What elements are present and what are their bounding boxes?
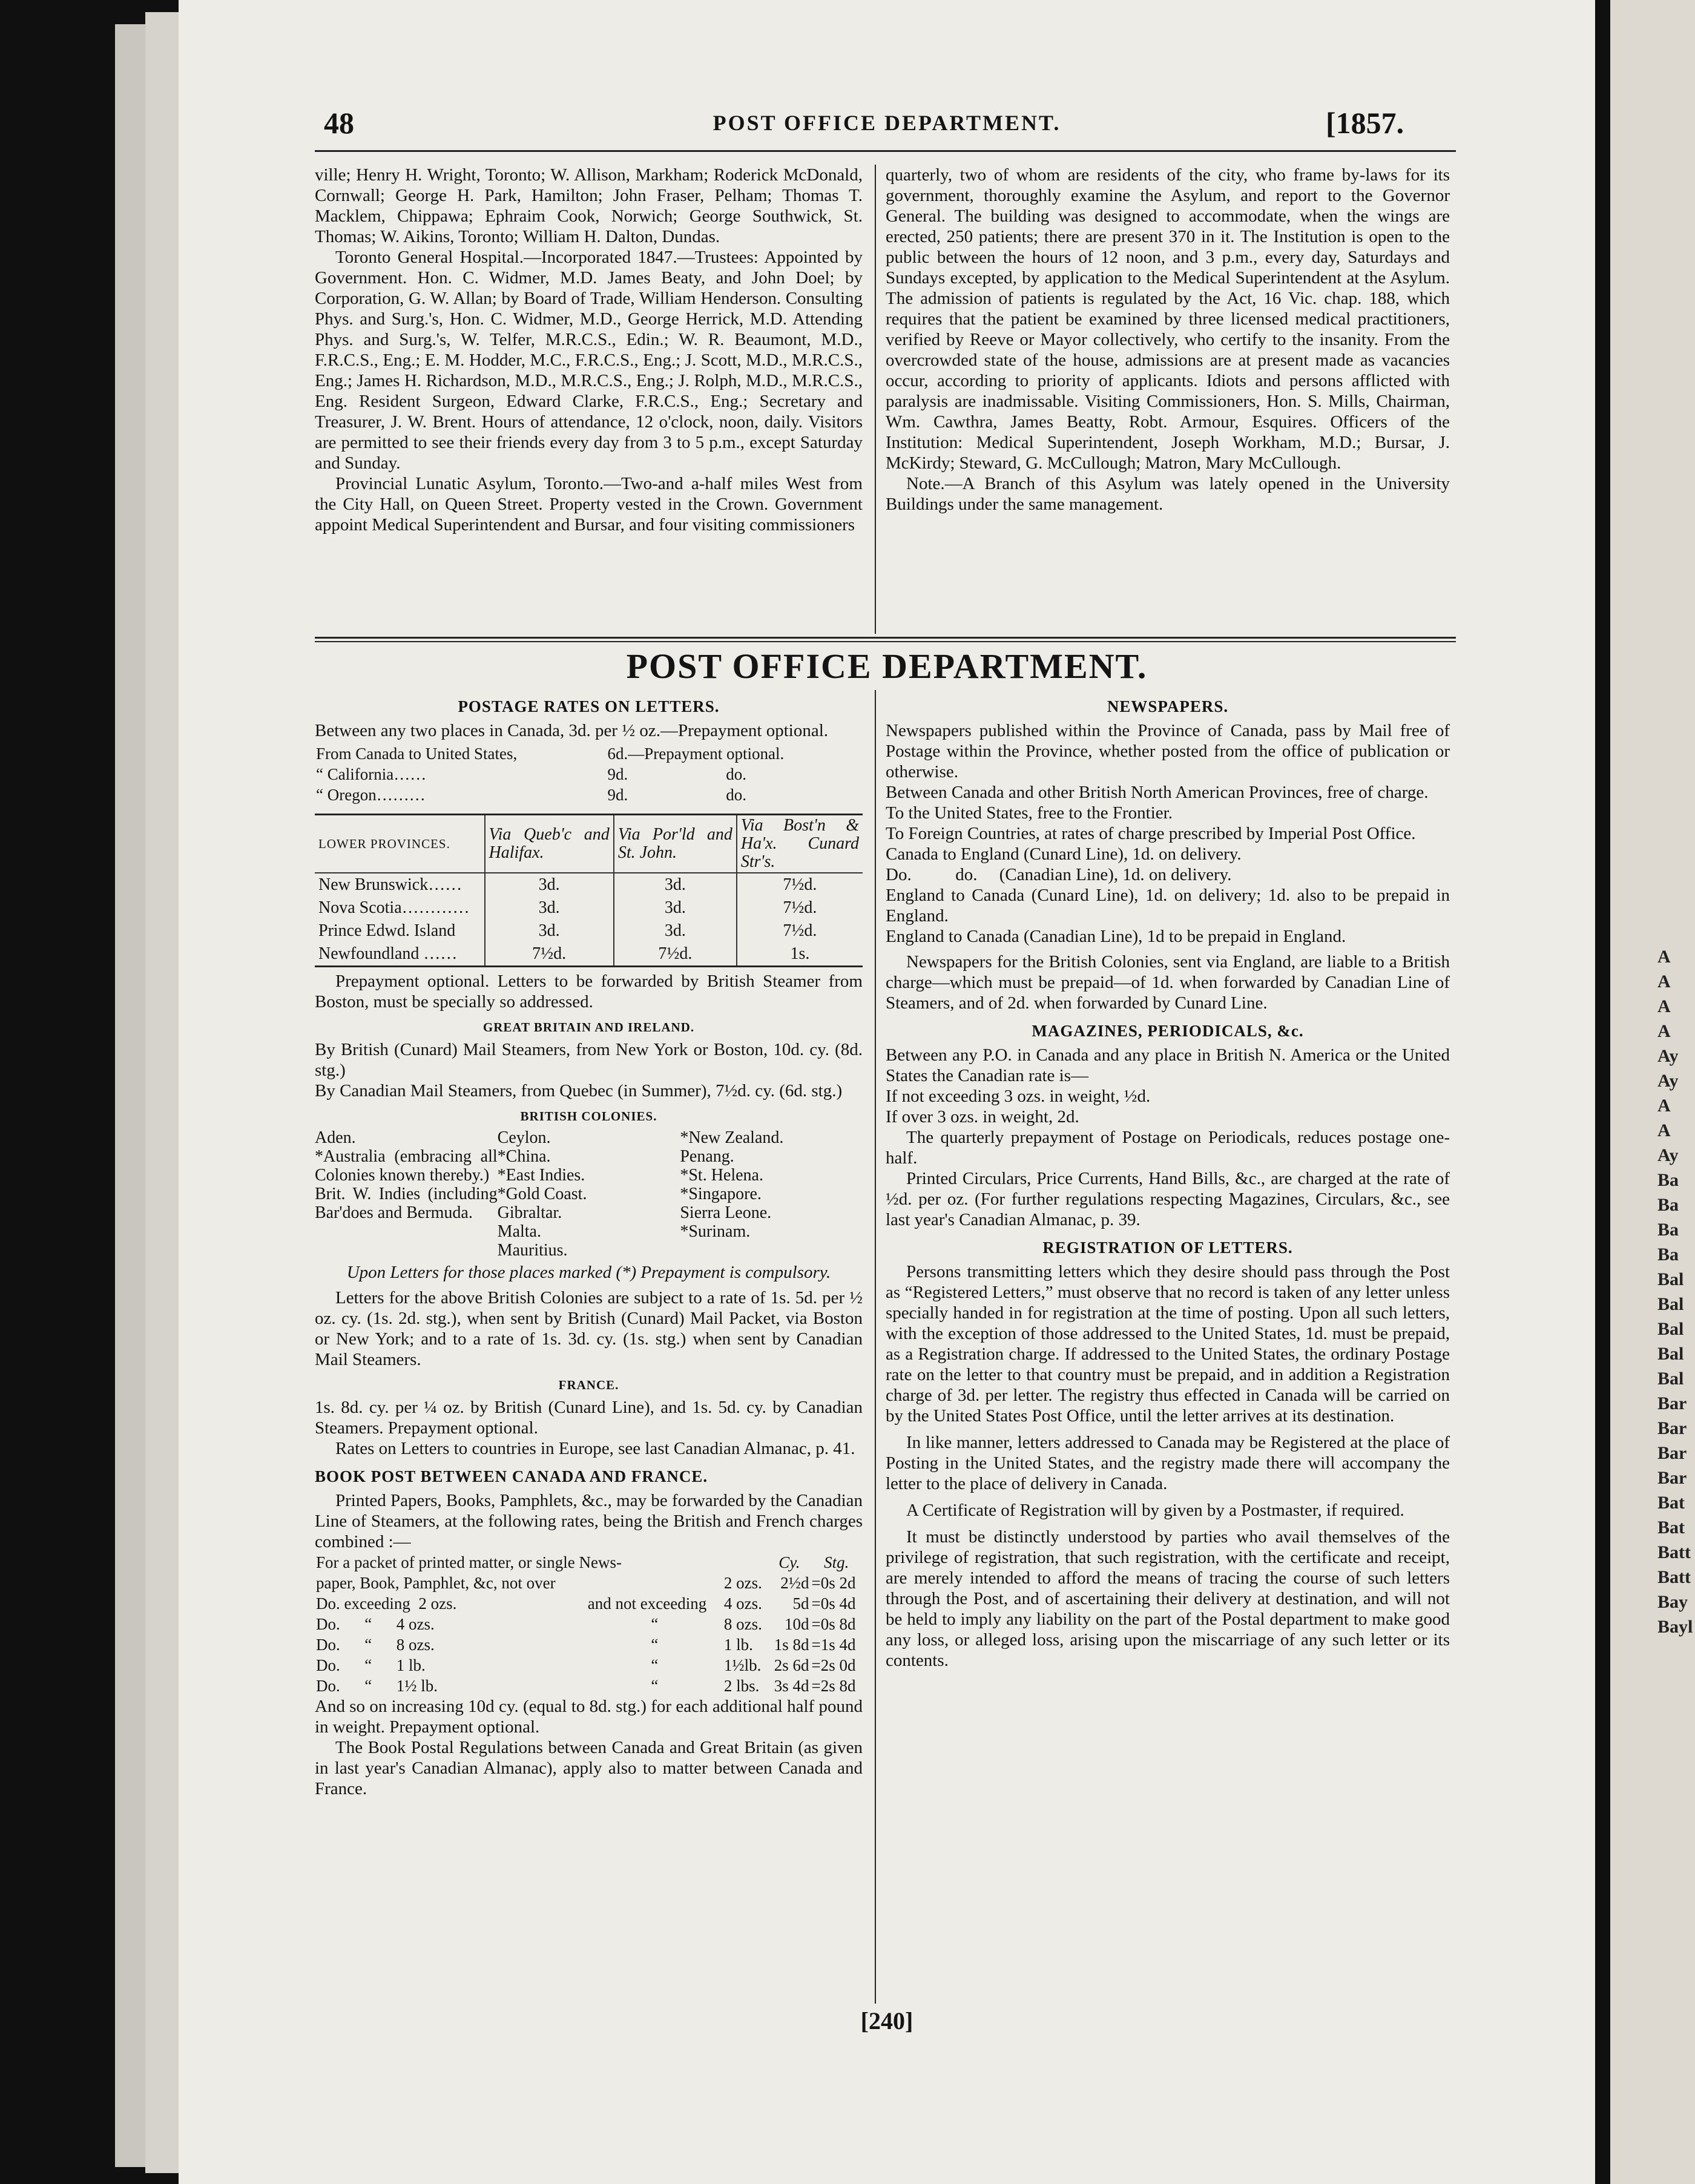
weight-cond: “ xyxy=(651,1656,659,1674)
rate-cy: 10d xyxy=(785,1615,809,1633)
book-post-increase: And so on increasing 10d cy. (equal to 8d. stg.) for each additional half pound in weight. Prepayment optional. xyxy=(315,1697,863,1737)
list-item: Mauritius. xyxy=(497,1241,568,1260)
rate-cell: 7½d. xyxy=(614,942,737,967)
asylum-continuation: quarterly, two of whom are residents of the city, who frame by-laws for its government, thoroughly examine the Asylum, and report to the Governor General. The building was designed to accommodate, when the wings are erected, 250 patients; there are present 370 in it. The Institution is open to the public between the hours of 12 noon, and 3 p.m., every day, Saturdays and Sundays excepted, by application to the Medical Superintendent at the Asylum. The admission of patients is regulated by the Act, 16 Vic. chap. 188, which requires that the patient be examined by three licensed medical practitioners, verified by Reeve or Mayor collectively, who certify to the insanity. From the overcrowded state of the house, admissions are at present made as vacancies occur, according to priority of applicants. Idiots and persons afflicted with paralysis are inadmissable. Visiting Commissioners, Hon. S. Mills, Chairman, Wm. Cawthra, James Beatty, Robt. Armour, Esquires. Officers of the Institution: Medical Superintendent, Joseph Workham, M.D.; Bursar, J. McKirdy; Steward, G. McCullough; Matron, Mary McCullough. xyxy=(886,165,1450,473)
rate-cy: 2½d xyxy=(780,1574,809,1592)
text-fragment: A xyxy=(1657,1120,1671,1140)
newspapers-heading: NEWSPAPERS. xyxy=(1107,697,1229,715)
rate-value: 9d. do. xyxy=(607,765,746,783)
facing-page-margin xyxy=(1610,0,1695,2184)
registration-para: Persons transmitting letters which they desire should pass through the Post as “Registered Letters,” must observe that no record is taken of any letter unless specially handed in for registration at the time of posting. Upon all such letters, with the exception of those addressed to the United States, 1d. must be prepaid, as a Registration charge. If addressed to the United States, the ordinary Postage rate on the letter to that country must be prepaid, and in addition a Registration charge of 3d. per letter. The registry thus effected in Canada will be carried on by the United States Post Office, until the letter arrives at its destination. xyxy=(886,1262,1450,1426)
rate-stg: =1s 4d xyxy=(811,1636,856,1654)
news-item: England to Canada (Canadian Line), 1d to be prepaid in England. xyxy=(886,927,1346,946)
text-fragment: Bal xyxy=(1657,1269,1684,1289)
list-item: Sierra Leone. xyxy=(680,1203,772,1222)
footer-page-number: [240] xyxy=(860,2007,913,2034)
text-fragment: Bar xyxy=(1657,1443,1687,1463)
column-header: Via Por'ld and St. John. xyxy=(614,815,737,873)
list-item: *China. xyxy=(497,1147,551,1166)
document-page xyxy=(179,0,1595,2184)
text-fragment: Bal xyxy=(1657,1369,1684,1389)
page-edge xyxy=(145,12,179,2173)
province: Nova Scotia………… xyxy=(318,898,470,917)
text-fragment: Batt xyxy=(1657,1567,1691,1587)
text-fragment: Bar xyxy=(1657,1393,1687,1413)
rate-dest: From Canada to United States, xyxy=(316,745,518,763)
top-right-column xyxy=(886,165,1450,515)
top-left-column xyxy=(315,165,863,535)
asylum-note: Note.—A Branch of this Asylum was lately opened in the University Buildings under the same management. xyxy=(886,474,1450,514)
asylum-entry: Provincial Lunatic Asylum, Toronto.—Two-and a-half miles West from the City Hall, on Queen Street. Property vested in the Crown. Government appoint Medical Superintendent and Bursar, and four visiting commissioners xyxy=(315,474,863,534)
list-item: Brit. W. Indies (including Bar'does and Bermuda. xyxy=(315,1185,498,1222)
column-header: Via Bost'n & Ha'x. Cunard Str's. xyxy=(737,815,863,873)
province: Prince Edwd. Island xyxy=(318,921,456,940)
rate-cell: 7½d. xyxy=(737,919,863,942)
page-year: [1857. xyxy=(1326,106,1404,140)
mag-item: Between any P.O. in Canada and any place in British N. America or the United States the Canadian rate is— xyxy=(886,1045,1450,1085)
rate-cell: 3d. xyxy=(614,896,737,919)
france-rate: 1s. 8d. cy. per ¼ oz. by British (Cunard Line), and 1s. 5d. cy. by Canadian Steamers. Prepayment optional. xyxy=(315,1398,863,1438)
rate-value: 6d.—Prepayment optional. xyxy=(607,745,785,763)
weight-desc: Do. “ 1½ lb. xyxy=(316,1677,438,1695)
great-britain-heading: GREAT BRITAIN AND IRELAND. xyxy=(482,1020,695,1034)
weight-cond xyxy=(587,1573,723,1593)
news-item: Canada to England (Cunard Line), 1d. on delivery. xyxy=(886,844,1242,864)
weight-desc: paper, Book, Pamphlet, &c, not over xyxy=(316,1574,556,1592)
canada-rate: Between any two places in Canada, 3d. per ½ oz.—Prepayment optional. xyxy=(315,721,829,740)
weight: 1 lb. xyxy=(723,1636,753,1654)
text-fragment: Bar xyxy=(1657,1418,1687,1438)
weight: 2 lbs. xyxy=(723,1677,760,1695)
rate-cell: 3d. xyxy=(485,919,614,942)
text-fragment: Bayl xyxy=(1657,1617,1693,1637)
rate-cy: 3s 4d xyxy=(774,1677,809,1695)
list-item: *Gold Coast. xyxy=(497,1185,587,1203)
list-item: *East Indies. xyxy=(497,1166,585,1185)
british-colonies-heading: BRITISH COLONIES. xyxy=(520,1109,657,1123)
table-row xyxy=(315,1614,863,1634)
book-post-heading: BOOK POST BETWEEN CANADA AND FRANCE. xyxy=(315,1467,708,1485)
postage-rates-heading: POSTAGE RATES ON LETTERS. xyxy=(458,697,720,715)
colonies-col-1 xyxy=(315,1128,498,1260)
book-post-regulations: The Book Postal Regulations between Canada and Great Britain (as given in last year's Canadian Almanac), apply also to matter between Canada and France. xyxy=(315,1738,863,1798)
table-row xyxy=(315,1593,863,1614)
news-item: Newspapers published within the Province of Canada, pass by Mail free of Postage within the Province, whether posted from the office of publication or otherwise. xyxy=(886,721,1450,781)
rate-stg: =0s 8d xyxy=(811,1615,856,1633)
rate-stg: =2s 8d xyxy=(811,1677,856,1695)
list-item: Malta. xyxy=(497,1222,541,1241)
table-row xyxy=(315,896,863,919)
text-fragment: A xyxy=(1657,972,1671,992)
weight: 8 ozs. xyxy=(723,1615,762,1633)
registration-heading: REGISTRATION OF LETTERS. xyxy=(1042,1238,1293,1257)
list-item: Aden. xyxy=(315,1128,356,1147)
rate-cell: 3d. xyxy=(614,873,737,896)
mag-item: If over 3 ozs. in weight, 2d. xyxy=(886,1107,1079,1127)
weight-cond: and not exceeding xyxy=(587,1594,707,1613)
spacer xyxy=(1610,0,1695,944)
text-fragment: Ba xyxy=(1657,1245,1679,1265)
mag-circulars: Printed Circulars, Price Currents, Hand Bills, &c., are charged at the rate of ½d. per oz. (For further regulations respecting Magazines, Circulars, &c., see last year's Canadian Almanac, p. 39. xyxy=(886,1169,1450,1229)
gb-cunard: By British (Cunard) Mail Steamers, from New York or Boston, 10d. cy. (8d. stg.) xyxy=(315,1040,863,1080)
text-fragment: A xyxy=(1657,1021,1671,1041)
text-fragment: Batt xyxy=(1657,1542,1691,1562)
province: Newfoundland …… xyxy=(318,944,458,963)
colonies-list xyxy=(315,1128,863,1260)
weight-cond: “ xyxy=(651,1636,659,1654)
table-row xyxy=(315,942,863,967)
table-row xyxy=(315,1655,863,1676)
text-fragment: Ba xyxy=(1657,1170,1679,1190)
text-fragment: Bat xyxy=(1657,1518,1685,1538)
main-title: POST OFFICE DEPARTMENT. xyxy=(626,646,1148,686)
mag-item: If not exceeding 3 ozs. in weight, ½d. xyxy=(886,1087,1151,1106)
registration-para: In like manner, letters addressed to Canada may be Registered at the place of Posting in the United States, and the registry made there will accompany the letter to the place of delivery in Canada. xyxy=(886,1433,1450,1493)
list-item: *Singapore. xyxy=(680,1185,762,1203)
rate-cell: 3d. xyxy=(485,873,614,896)
page-number: 48 xyxy=(324,106,354,140)
running-title: POST OFFICE DEPARTMENT. xyxy=(713,111,1061,135)
prepayment-note: Upon Letters for those places marked (*) Prepayment is compulsory. xyxy=(346,1263,831,1282)
rate-cell: 7½d. xyxy=(485,942,614,967)
text-fragment: Bay xyxy=(1657,1592,1688,1612)
rate-cell: 1s. xyxy=(737,942,863,967)
text-fragment: A xyxy=(1657,996,1671,1016)
rate-cell: 7½d. xyxy=(737,873,863,896)
weight-cond: “ xyxy=(651,1615,659,1633)
post-office-left-column xyxy=(315,689,863,1799)
text-fragment: Ay xyxy=(1657,1046,1679,1066)
column-divider xyxy=(875,690,876,2004)
table-row xyxy=(315,1676,863,1696)
table-row xyxy=(315,784,863,805)
text-fragment: Ba xyxy=(1657,1195,1679,1215)
colonies-rate: Letters for the above British Colonies are subject to a rate of 1s. 5d. per ½ oz. cy. (1s. 2d. stg.), when sent by British (Cunard) Mail Packet, via Boston or New York; and to a rate of 1s. 3d. cy. (1s. stg.) when sent by Canadian Mail Steamers. xyxy=(315,1288,863,1369)
news-item: Between Canada and other British North American Provinces, free of charge. xyxy=(886,783,1429,802)
list-item: *New Zealand. xyxy=(680,1128,784,1147)
rate-value: 9d. do. xyxy=(607,786,746,804)
rate-dest: “ Oregon……… xyxy=(316,786,426,804)
table-row xyxy=(315,1634,863,1655)
section-rule xyxy=(315,641,1456,642)
list-continuation: ville; Henry H. Wright, Toronto; W. Allison, Markham; Roderick McDonald, Cornwall; George H. Park, Hamilton; John Fraser, Pelham; Thomas T. Macklem, Chippawa; Ephraim Cook, Norwich; George Southwick, St. Thomas; W. Aikins, Toronto; William H. Dalton, Dundas. xyxy=(315,165,863,246)
boston-note: Prepayment optional. Letters to be forwarded by British Steamer from Boston, must be specially so addressed. xyxy=(315,972,863,1011)
lower-provinces-table xyxy=(315,814,863,967)
text-fragment: Bal xyxy=(1657,1319,1684,1339)
book-post-label: For a packet of printed matter, or single News- xyxy=(316,1553,622,1571)
weight-cond: “ xyxy=(651,1677,659,1695)
news-item: To the United States, free to the Frontier. xyxy=(886,803,1173,823)
list-item: Ceylon. xyxy=(497,1128,551,1147)
book-post-intro: Printed Papers, Books, Pamphlets, &c., may be forwarded by the Canadian Line of Steamers, at the following rates, being the British and French charges combined :— xyxy=(315,1491,863,1551)
list-item: *Surinam. xyxy=(680,1222,751,1241)
gb-canadian: By Canadian Mail Steamers, from Quebec (in Summer), 7½d. cy. (6d. stg.) xyxy=(315,1081,843,1100)
us-rates xyxy=(315,743,863,805)
colonies-col-3 xyxy=(680,1128,863,1260)
news-item: To Foreign Countries, at rates of charge prescribed by Imperial Post Office. xyxy=(886,824,1416,843)
list-item: *Australia (embracing all Colonies known thereby.) xyxy=(315,1147,498,1185)
post-office-right-column xyxy=(886,689,1450,1671)
rate-cell: 3d. xyxy=(614,919,737,942)
france-heading: FRANCE. xyxy=(558,1378,619,1392)
column-header: Stg. xyxy=(824,1553,849,1571)
rate-cell: 3d. xyxy=(485,896,614,919)
weight-desc: Do. “ 4 ozs. xyxy=(316,1615,435,1633)
text-fragment: Bar xyxy=(1657,1468,1687,1488)
rate-dest: “ California…… xyxy=(316,765,427,783)
table-row xyxy=(315,919,863,942)
rate-cell: 7½d. xyxy=(737,896,863,919)
column-header: Cy. xyxy=(778,1553,800,1571)
rate-cy: 1s 8d xyxy=(774,1636,809,1654)
text-fragment: Ba xyxy=(1657,1220,1679,1240)
rate-cy: 2s 6d xyxy=(774,1656,809,1674)
rate-stg: =0s 2d xyxy=(811,1574,856,1592)
province: New Brunswick…… xyxy=(318,875,462,894)
header-rule xyxy=(315,150,1456,152)
list-item: Penang. xyxy=(680,1147,734,1166)
column-header: LOWER PROVINCES. xyxy=(315,815,485,873)
section-rule xyxy=(315,637,1456,639)
weight-desc: Do. exceeding 2 ozs. xyxy=(316,1594,457,1613)
text-fragment: Ay xyxy=(1657,1145,1679,1165)
europe-note: Rates on Letters to countries in Europe, see last Canadian Almanac, p. 41. xyxy=(335,1439,855,1458)
book-post-table xyxy=(315,1552,863,1696)
hospital-entry: Toronto General Hospital.—Incorporated 1847.—Trustees: Appointed by Government. Hon. C. Widmer, M.D. James Beaty, and John Doel; by Corporation, G. W. Allan; by Board of Trade, William Henderson. Consulting Phys. and Surg.'s, Hon. C. Widmer, M.D., George Herrick, M.D. Attending Phys. and Surg.'s, W. Telfer, M.R.C.S., Edin.; W. R. Beaumont, M.D., F.R.C.S., Eng.; E. M. Hodder, M.C., F.R.C.S., Eng.; J. Scott, M.D., M.R.C.S., Eng.; James H. Richardson, M.D., M.R.C.S., Eng.; J. Rolph, M.D., M.R.C.S., Eng. Resident Surgeon, Edward Clarke, F.R.C.S., Eng.; Secretary and Treasurer, J. W. Brent. Hours of attendance, 12 o'clock, noon, daily. Visitors are permitted to see their friends every day from 3 to 5 p.m., except Saturday and Sunday. xyxy=(315,248,863,473)
mag-quarterly: The quarterly prepayment of Postage on Periodicals, reduces postage one-half. xyxy=(886,1128,1450,1168)
magazines-heading: MAGAZINES, PERIODICALS, &c. xyxy=(1032,1022,1304,1040)
weight: 4 ozs. xyxy=(723,1594,762,1613)
text-fragment: Bat xyxy=(1657,1493,1685,1513)
text-fragment: A xyxy=(1657,1096,1671,1116)
news-item: Do. do. (Canadian Line), 1d. on delivery. xyxy=(886,865,1232,884)
table-header-row xyxy=(315,1552,863,1573)
registration-para: A Certificate of Registration will by given by a Postmaster, if required. xyxy=(906,1501,1404,1520)
text-fragment: Bal xyxy=(1657,1344,1684,1364)
list-item: *St. Helena. xyxy=(680,1166,763,1185)
text-fragment: Bal xyxy=(1657,1294,1684,1314)
weight: 1½lb. xyxy=(723,1656,762,1674)
colonies-col-2 xyxy=(498,1128,680,1260)
table-row xyxy=(315,873,863,896)
text-fragment: Ay xyxy=(1657,1071,1679,1091)
text-fragment: A xyxy=(1657,947,1671,967)
column-header: Via Queb'c and Halifax. xyxy=(485,815,614,873)
weight: 2 ozs. xyxy=(723,1574,762,1592)
registration-para: It must be distinctly understood by parties who avail themselves of the privilege of registration, that such registration, with the certificate and receipt, are merely intended to afford the means of tracing the course of such letters through the Post, and of ascertaining their delivery at destination, and will not be held to imply any liability on the part of the Postal department to make good any loss, or alleged loss, arising upon the miscarriage of any such letter or its contents. xyxy=(886,1527,1450,1670)
table-row xyxy=(315,764,863,784)
table-row xyxy=(315,1573,863,1593)
rate-cy: 5d xyxy=(792,1594,809,1613)
table-row xyxy=(315,743,863,764)
rate-stg: =0s 4d xyxy=(811,1594,856,1613)
weight-desc: Do. “ 1 lb. xyxy=(316,1656,426,1674)
list-item: Gibraltar. xyxy=(497,1203,562,1222)
column-divider xyxy=(875,165,876,634)
news-colonies: Newspapers for the British Colonies, sent via England, are liable to a British charge—which must be prepaid—of 1d. when forwarded by Canadian Line of Steamers, and of 2d. when forwarded by Cunard Line. xyxy=(886,952,1450,1013)
weight-desc: Do. “ 8 ozs. xyxy=(316,1636,435,1654)
table-header-row xyxy=(315,815,863,873)
news-item: England to Canada (Cunard Line), 1d. on delivery; 1d. also to be prepaid in England. xyxy=(886,886,1450,926)
rate-stg: =2s 0d xyxy=(811,1656,856,1674)
